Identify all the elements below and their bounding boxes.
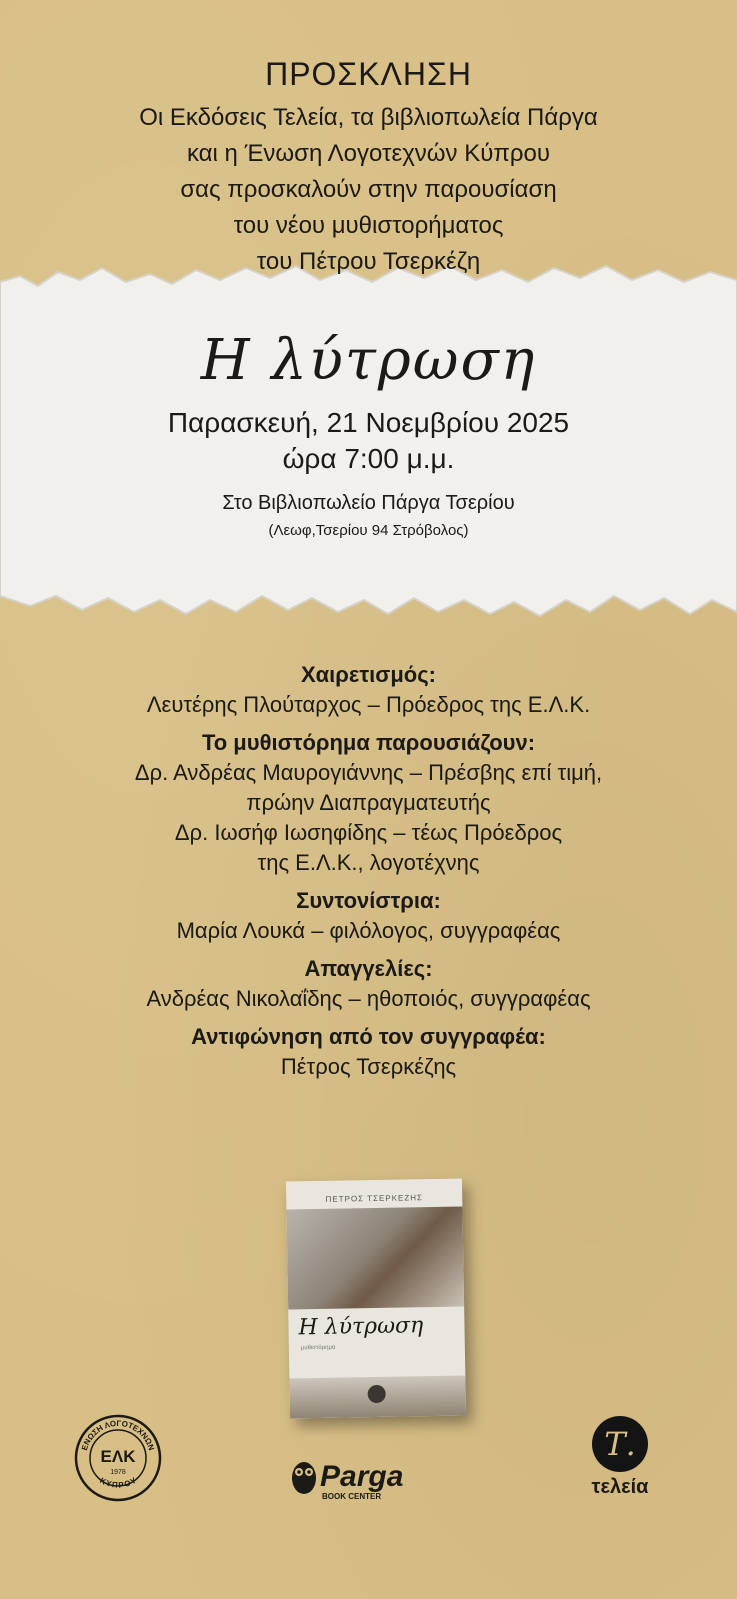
- elk-logo: [74, 1414, 162, 1502]
- event-address: (Λεωφ,Τσερίου 94 Στρόβολος): [268, 522, 469, 539]
- intro-line: σας προσκαλούν στην παρουσίαση: [180, 176, 557, 203]
- teleia-logo: [590, 1416, 650, 1506]
- teleia-mark-icon: Τ.: [592, 1416, 648, 1472]
- parga-logo: [288, 1454, 438, 1504]
- event-venue: Στο Βιβλιοπωλείο Πάργα Τσερίου: [222, 492, 515, 514]
- event-time: ώρα 7:00 μ.μ.: [282, 443, 455, 474]
- program-line: Λευτέρης Πλούταρχος – Πρόεδρος της Ε.Λ.Κ.: [146, 692, 591, 717]
- program-heading: Συντονίστρια:: [296, 888, 441, 913]
- invitation-heading: ΠΡΟΣΚΛΗΣΗ: [265, 56, 472, 92]
- program-heading: Το μυθιστόρημα παρουσιάζουν:: [201, 730, 536, 755]
- book-cover-image: [286, 1178, 466, 1418]
- cover-author: ΠΕΤΡΟΣ ΤΣΕΡΚΕΖΗΣ: [325, 1193, 424, 1204]
- elk-center-text: ΕΛΚ: [100, 1447, 136, 1466]
- parga-subtitle: BOOK CENTER: [322, 1492, 382, 1501]
- program-line: Ανδρέας Νικολαΐδης – ηθοποιός, συγγραφέας: [146, 986, 591, 1011]
- program-line: Δρ. Ιωσήφ Ιωσηφίδης – τέως Πρόεδρος: [174, 820, 563, 845]
- owl-icon: [292, 1462, 316, 1494]
- intro-line: του Πέτρου Τσερκέζη: [256, 248, 481, 275]
- event-date: Παρασκευή, 21 Νοεμβρίου 2025: [167, 407, 570, 438]
- cover-photo: [286, 1206, 464, 1309]
- elk-ring-bottom-text: ΚΥΠΡΟΥ: [98, 1475, 138, 1490]
- intro-line: και η Ένωση Λογοτεχνών Κύπρου: [186, 140, 551, 167]
- intro-line: Οι Εκδόσεις Τελεία, τα βιβλιοπωλεία Πάργα: [139, 104, 598, 131]
- program-line: πρώην Διαπραγματευτής: [246, 790, 491, 815]
- program-line: Πέτρος Τσερκέζης: [280, 1054, 457, 1079]
- book-title: Η λύτρωση: [200, 328, 537, 393]
- intro-text: [0, 100, 737, 280]
- program-line: της Ε.Λ.Κ., λογοτέχνης: [257, 850, 480, 875]
- program: [0, 660, 737, 1082]
- parga-wordmark: Parga: [320, 1460, 404, 1493]
- program-line: Μαρία Λουκά – φιλόλογος, συγγραφέας: [176, 918, 561, 943]
- cover-title: Η λύτρωση: [298, 1313, 424, 1341]
- program-heading: Απαγγελίες:: [304, 956, 433, 981]
- cover-subtitle: μυθιστόρημα: [300, 1344, 336, 1352]
- intro-line: του νέου μυθιστορήματος: [233, 212, 504, 239]
- elk-ring-top-text: ΕΝΩΣΗ ΛΟΓΟΤΕΧΝΩΝ: [80, 1418, 156, 1452]
- elk-year-text: 1978: [110, 1469, 126, 1476]
- svg-text:ΚΥΠΡΟΥ: [98, 1476, 138, 1490]
- event-datetime: [0, 405, 737, 477]
- program-line: Δρ. Ανδρέας Μαυρογιάννης – Πρέσβης επί τιμή,: [134, 760, 603, 785]
- program-heading: Αντιφώνηση από τον συγγραφέα:: [191, 1024, 546, 1049]
- teleia-wordmark: τελεία: [591, 1476, 649, 1498]
- program-heading: Χαιρετισμός:: [300, 662, 436, 687]
